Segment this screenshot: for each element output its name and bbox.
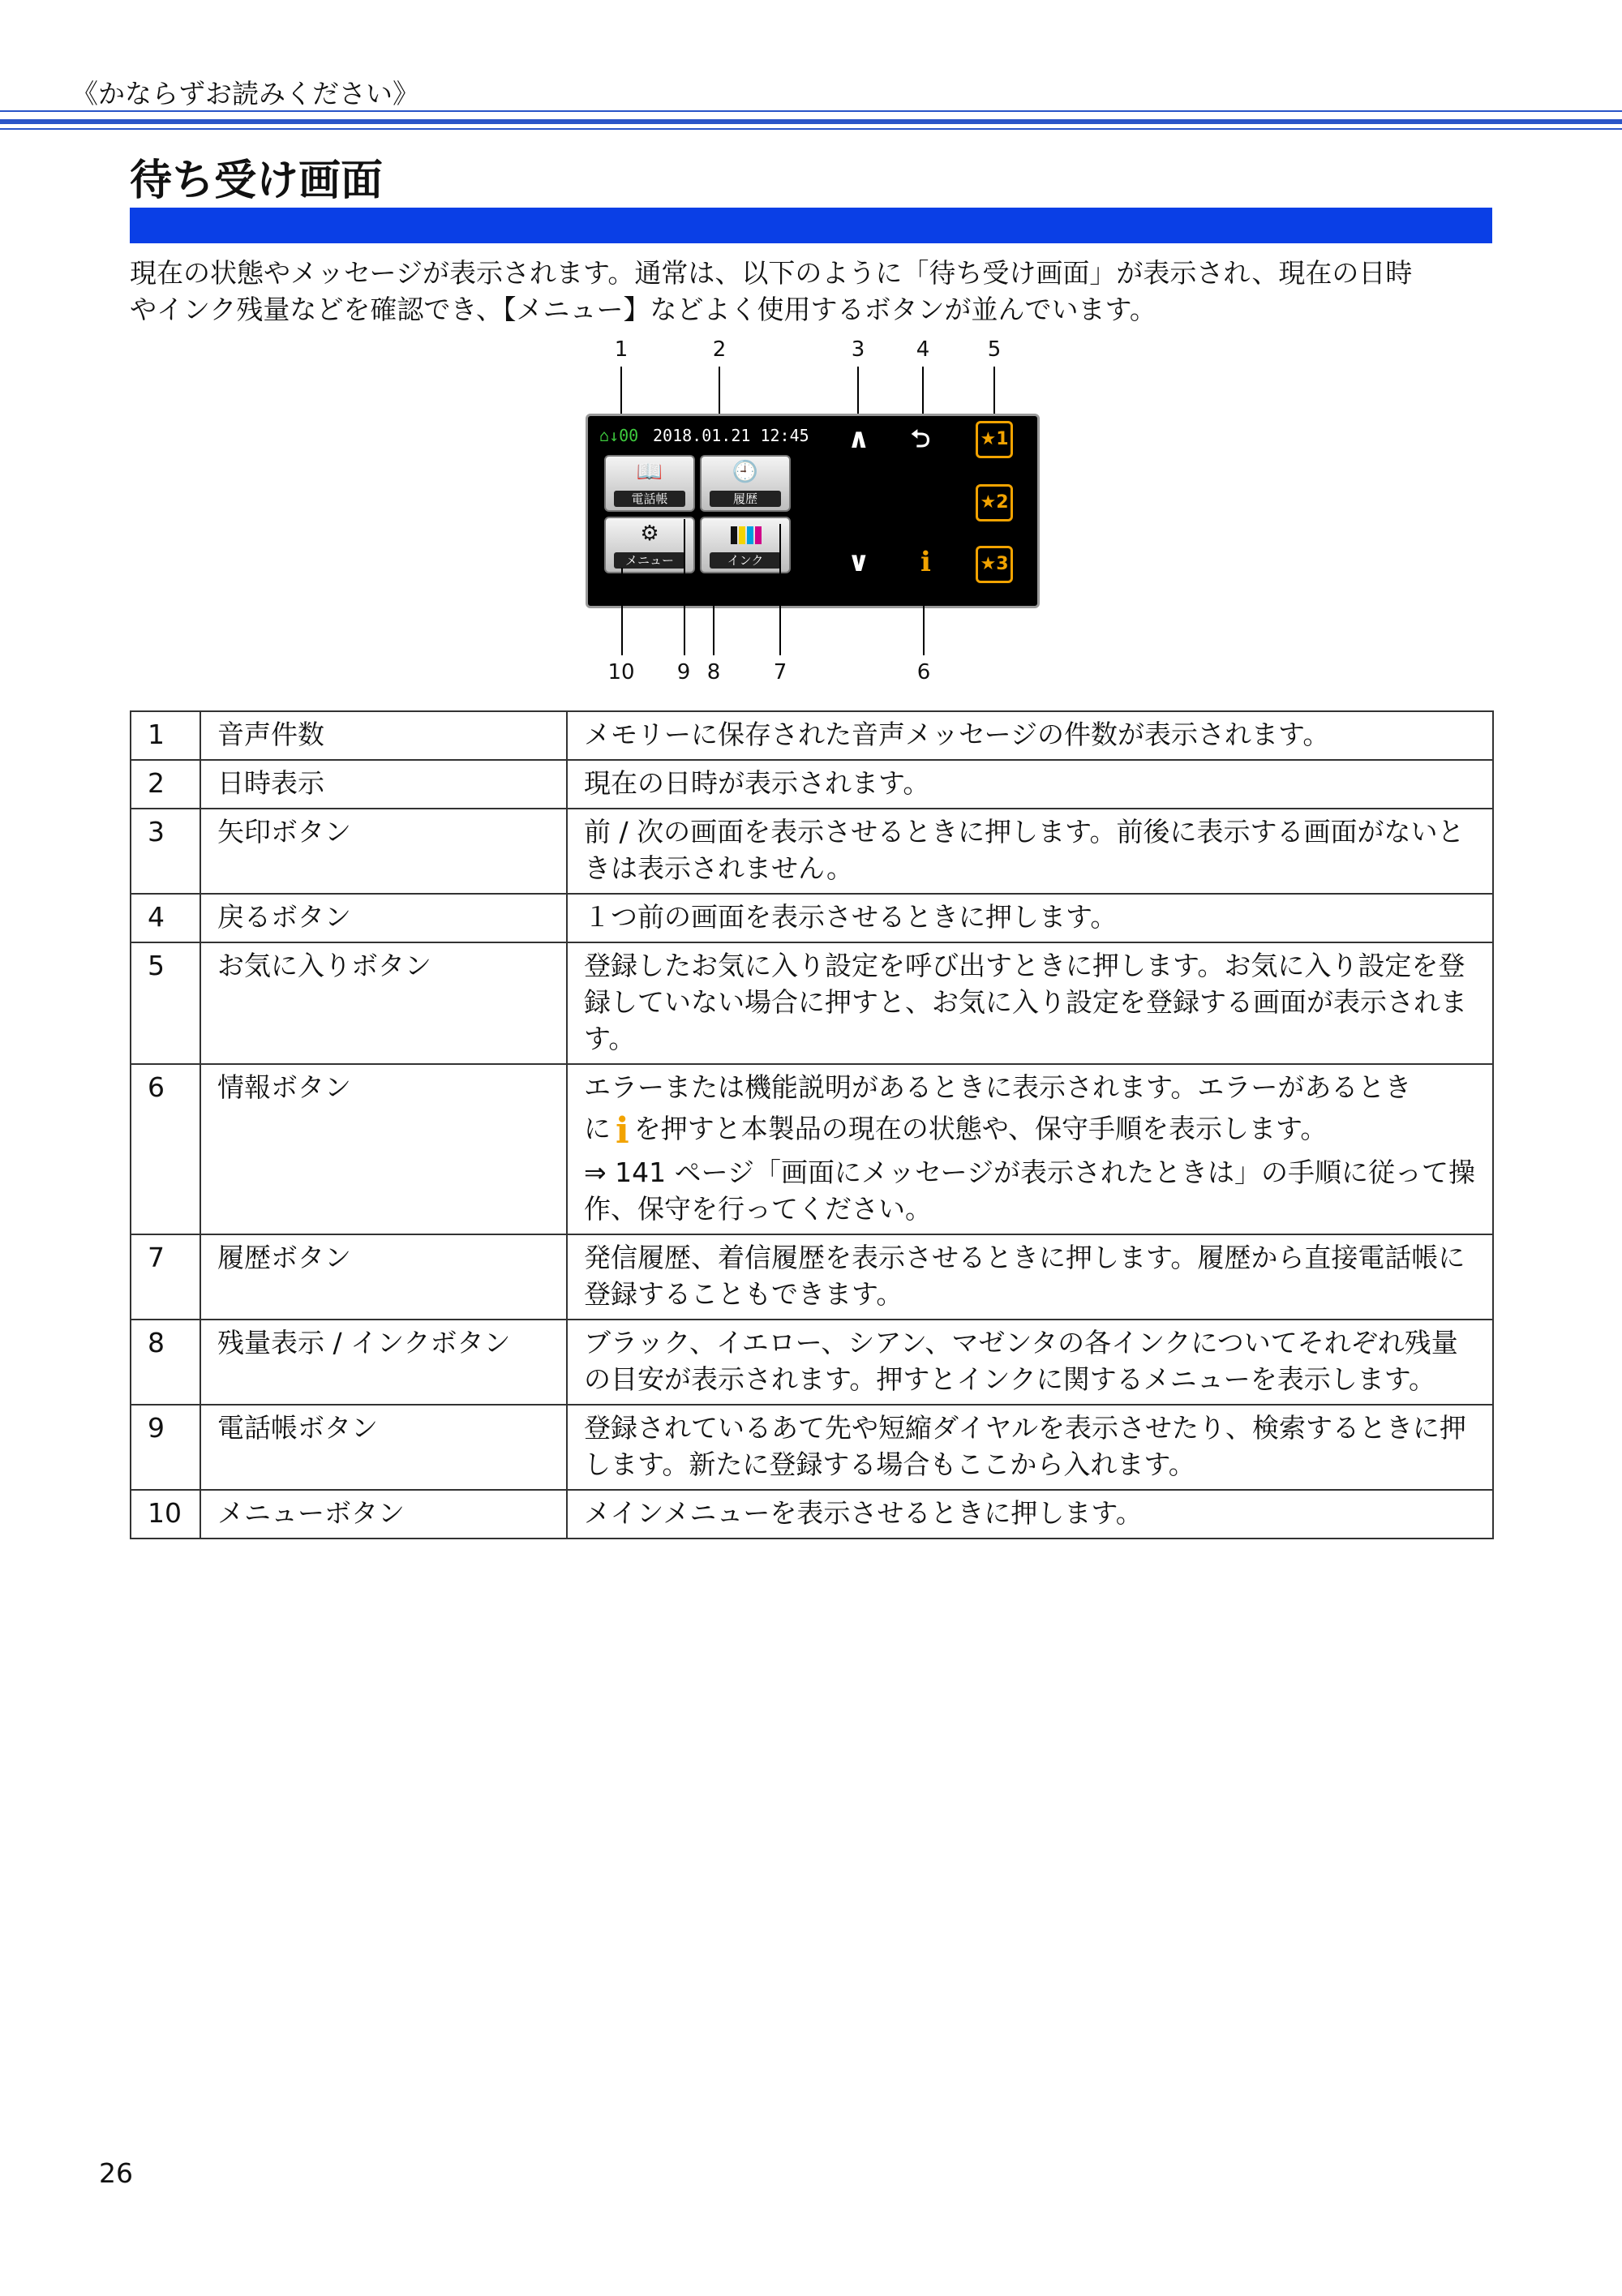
table-row	[131, 942, 1493, 1064]
inline-prefix: に	[584, 1113, 611, 1144]
row-description-text: 発信履歴、着信履歴を表示させるときに押します。履歴から直接電話帳に登録することもできます。	[584, 1242, 1465, 1310]
leader-9	[684, 519, 685, 655]
row-description-text: 登録されているあて先や短縮ダイヤルを表示させたり、検索するときに押します。新たに登録する場合もここから入れます。	[584, 1412, 1467, 1480]
phonebook-tile-label: 電話帳	[614, 491, 685, 507]
favorite-button-1[interactable]: ★1	[976, 421, 1013, 458]
row-description-text: ブラック、イエロー、シアン、マゼンタの各インクについてそれぞれ残量の目安が表示されます。押すとインクに関するメニューを表示します。	[584, 1327, 1458, 1395]
gear-icon: ⚙	[640, 521, 659, 546]
row-description	[567, 1490, 1493, 1539]
table-row	[131, 809, 1493, 894]
row-description-text: メモリーに保存された音声メッセージの件数が表示されます。	[584, 719, 1330, 750]
row-description-text: 現在の日時が表示されます。	[584, 767, 930, 799]
row-description-text: １つ前の画面を表示させるときに押します。	[584, 901, 1118, 933]
menu-tile[interactable]	[604, 517, 695, 573]
header-label: 《かならずお読みください》	[71, 78, 419, 109]
clock-icon: 🕘	[732, 460, 759, 484]
ink-magenta-bar	[755, 526, 762, 544]
ink-yellow-bar	[739, 526, 745, 544]
row-name: 矢印ボタン	[200, 809, 567, 894]
row-description	[567, 942, 1493, 1064]
phonebook-tile[interactable]	[604, 455, 695, 512]
row-description	[567, 1234, 1493, 1320]
history-tile[interactable]	[700, 455, 791, 512]
row-description	[567, 1405, 1493, 1490]
row-number: 1	[131, 711, 200, 760]
row-name: 日時表示	[200, 760, 567, 809]
callout-9: 9	[676, 660, 691, 685]
row-description	[567, 894, 1493, 942]
row-name: 音声件数	[200, 711, 567, 760]
row-name: 情報ボタン	[200, 1064, 567, 1234]
callout-6: 6	[916, 660, 931, 685]
ink-black-bar	[731, 526, 737, 544]
row-name: メニューボタン	[200, 1490, 567, 1539]
row-name: 残量表示 / インクボタン	[200, 1320, 567, 1405]
callout-5: 5	[987, 337, 1002, 362]
callout-7: 7	[773, 660, 787, 685]
callout-4: 4	[916, 337, 930, 362]
row-description-text	[584, 1110, 1476, 1152]
row-description-text: 前 / 次の画面を表示させるときに押します。前後に表示する画面がないときは表示されません。	[584, 816, 1465, 884]
row-description-text: エラーまたは機能説明があるときに表示されます。エラーがあるとき	[584, 1071, 1412, 1103]
menu-tile-label: メニュー	[614, 552, 685, 569]
favorite-button-3[interactable]: ★3	[976, 546, 1013, 583]
leader-7	[779, 524, 781, 655]
leader-8	[713, 576, 714, 655]
row-number: 6	[131, 1064, 200, 1234]
row-number: 2	[131, 760, 200, 809]
intro-line-1: 現在の状態やメッセージが表示されます。通常は、以下のように「待ち受け画面」が表示され、現在の日時	[130, 257, 1413, 289]
row-description	[567, 711, 1493, 760]
inline-suffix: を押すと本製品の現在の状態や、保守手順を表示します。	[633, 1113, 1328, 1144]
row-number: 10	[131, 1490, 200, 1539]
favorite-button-2[interactable]: ★2	[976, 484, 1013, 521]
row-description	[567, 1064, 1493, 1234]
row-name: 履歴ボタン	[200, 1234, 567, 1320]
header-rule-thick	[0, 119, 1622, 124]
row-description-text: 登録したお気に入り設定を呼び出すときに押します。お気に入り設定を登録していない場合に押すと、お気に入り設定を登録する画面が表示されます。	[584, 950, 1467, 1054]
info-icon: i	[616, 1110, 629, 1152]
table-row	[131, 894, 1493, 942]
callout-2: 2	[712, 337, 727, 362]
table-row	[131, 1405, 1493, 1490]
intro-line-2: やインク残量などを確認でき、【メニュー】などよく使用するボタンが並んでいます。	[130, 294, 1156, 325]
leader-10	[621, 568, 623, 655]
header-rule-bottom	[0, 128, 1622, 130]
row-description	[567, 1320, 1493, 1405]
row-number: 9	[131, 1405, 200, 1490]
row-number: 8	[131, 1320, 200, 1405]
table-row	[131, 711, 1493, 760]
ink-cyan-bar	[747, 526, 753, 544]
row-description	[567, 760, 1493, 809]
standby-screen-figure	[568, 333, 1054, 689]
table-row	[131, 760, 1493, 809]
up-arrow-button[interactable]: ∧	[847, 423, 870, 455]
table-row	[131, 1234, 1493, 1320]
page-number: 26	[99, 2157, 133, 2189]
row-description	[567, 809, 1493, 894]
callout-1: 1	[614, 337, 629, 362]
row-name: 電話帳ボタン	[200, 1405, 567, 1490]
table-row	[131, 1490, 1493, 1539]
table-row	[131, 1064, 1493, 1234]
ink-tile[interactable]	[700, 517, 791, 573]
row-description-text: ⇒ 141 ページ「画面にメッセージが表示されたときは」の手順に従って操作、保守を行ってください。	[584, 1157, 1475, 1225]
back-button[interactable]: ⮌	[911, 425, 931, 453]
row-number: 5	[131, 942, 200, 1064]
intro-text	[130, 255, 1500, 328]
leader-6	[923, 582, 925, 655]
callout-10: 10	[607, 660, 635, 685]
page-title: 待ち受け画面	[130, 157, 384, 205]
down-arrow-button[interactable]: ∨	[847, 546, 870, 578]
row-name: 戻るボタン	[200, 894, 567, 942]
row-description-text: メインメニューを表示させるときに押します。	[584, 1497, 1143, 1529]
lcd-screen	[586, 414, 1040, 608]
callout-3: 3	[851, 337, 865, 362]
history-tile-label: 履歴	[710, 491, 781, 507]
info-button[interactable]: i	[920, 546, 931, 578]
ink-tile-label: インク	[710, 552, 781, 569]
datetime-display: 2018.01.21 12:45	[653, 426, 809, 445]
voice-count-indicator: ⌂↓00	[599, 426, 639, 445]
row-number: 7	[131, 1234, 200, 1320]
row-number: 3	[131, 809, 200, 894]
book-icon: 📖	[636, 460, 663, 484]
row-name: お気に入りボタン	[200, 942, 567, 1064]
screen-elements-table	[130, 710, 1494, 1539]
header-rule-top	[0, 110, 1622, 112]
title-accent-bar	[130, 208, 1492, 243]
table-row	[131, 1320, 1493, 1405]
row-number: 4	[131, 894, 200, 942]
callout-8: 8	[706, 660, 721, 685]
ink-icon	[731, 526, 763, 547]
